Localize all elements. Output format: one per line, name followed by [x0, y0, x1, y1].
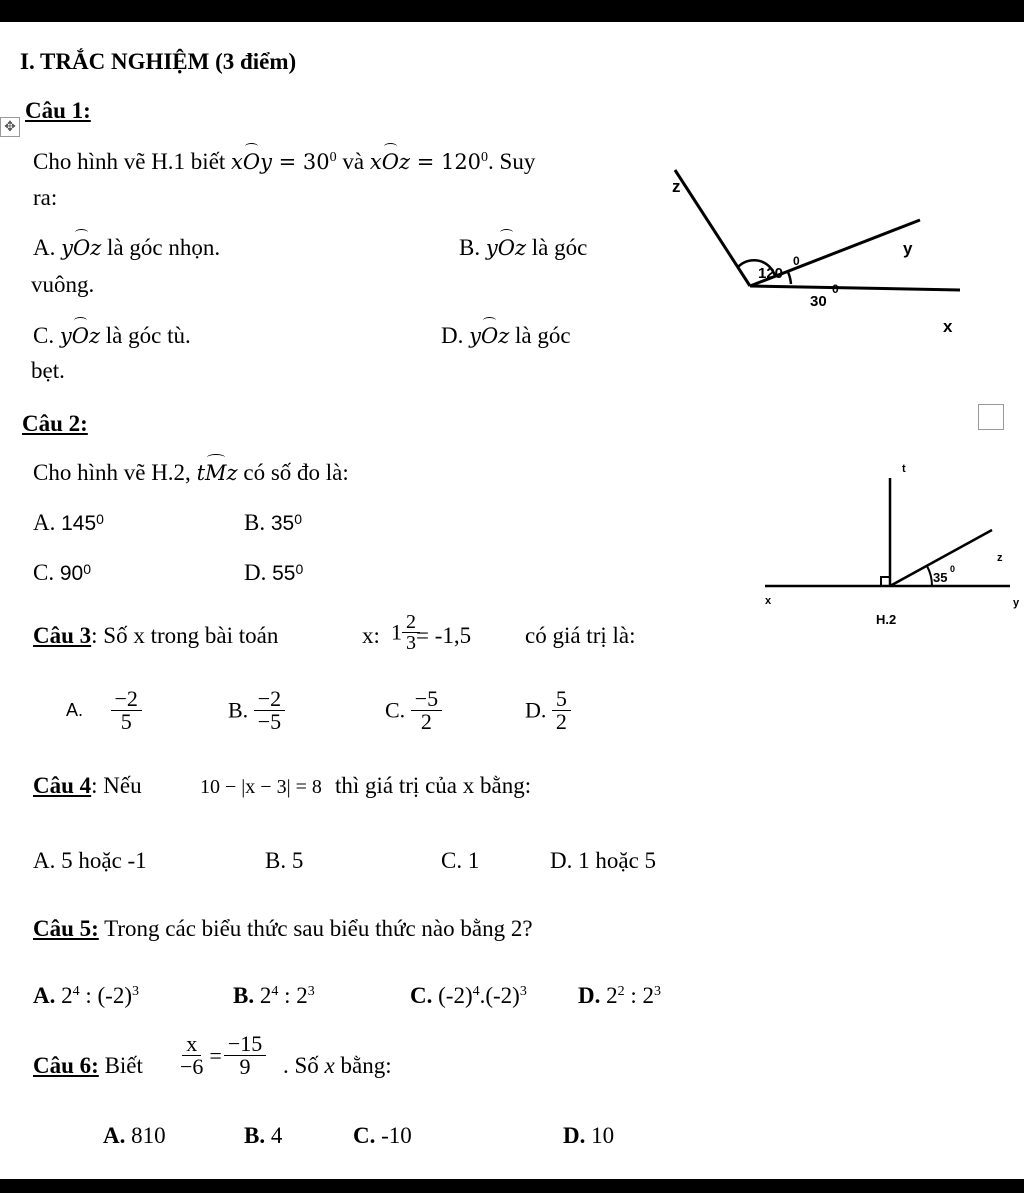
- label-z: z: [997, 552, 1003, 564]
- ray-ox: [750, 286, 960, 290]
- q3-x-label: x:: [362, 623, 380, 648]
- q2-label: Câu 2:: [22, 411, 88, 436]
- q1-option-d-line2: bẹt.: [31, 358, 65, 383]
- label-t: t: [902, 463, 906, 475]
- q5-option-d[interactable]: D. $2^2$ : $2^3$: [578, 983, 662, 1008]
- q2-option-a[interactable]: A. $145^0$: [33, 510, 104, 535]
- label-35: 35: [933, 570, 948, 585]
- label-y: y: [1013, 597, 1020, 609]
- right-angle-mark: [881, 577, 890, 586]
- q2-option-d[interactable]: D. $55^0$: [244, 560, 304, 585]
- q3-option-d[interactable]: D. $\frac{5}{2}$: [525, 688, 571, 733]
- label-30-deg: 0: [832, 282, 839, 296]
- q6-label: Câu 6: Biết: [33, 1053, 143, 1078]
- q1-stem: Cho hình vẽ H.1 biết xOy = $30^0$ và xOz = $120^0$. Suy: [33, 149, 536, 174]
- arc-35: [927, 566, 932, 586]
- section-title: I. TRẮC NGHIỆM (3 điểm): [20, 49, 297, 74]
- q6-option-b[interactable]: B. 4: [244, 1123, 283, 1148]
- checkbox[interactable]: [978, 404, 1004, 430]
- ray-oz: [675, 170, 750, 286]
- q1-option-c[interactable]: C. yOz là góc tù.: [33, 323, 191, 348]
- label-x: x: [943, 317, 953, 336]
- q4-option-d[interactable]: D. 1 hoặc 5: [550, 848, 657, 873]
- q2-stem: Cho hình vẽ H.2, tMz có số đo là:: [33, 460, 349, 485]
- q1-label: Câu 1:: [25, 98, 91, 123]
- worksheet-page: [0, 22, 1024, 1179]
- q1-option-a[interactable]: A. yOz là góc nhọn.: [33, 235, 221, 260]
- q3-option-c[interactable]: C. $\frac{-5}{2}$: [385, 688, 442, 733]
- q3-equation: = -1,5: [416, 623, 472, 648]
- move-handle-icon[interactable]: ✥: [0, 117, 20, 137]
- arc-30: [788, 272, 791, 284]
- label-120-deg: 0: [793, 254, 800, 268]
- label-y: y: [903, 239, 913, 258]
- label-35-deg: 0: [950, 564, 956, 574]
- q5-option-a[interactable]: A. $2^4$ : $(-2)^3$: [33, 983, 139, 1008]
- q1-stem-line2: ra:: [33, 185, 58, 210]
- label-z: z: [672, 177, 681, 196]
- q4-option-c[interactable]: C. 1: [441, 848, 480, 873]
- figure-h1: [660, 150, 980, 336]
- q3-mixed-number: 1 $\frac{2}{3}$: [391, 612, 420, 653]
- q4-option-b[interactable]: B. 5: [265, 848, 304, 873]
- figure-h2: [760, 460, 1024, 640]
- q2-option-b[interactable]: B. $35^0$: [244, 510, 302, 535]
- q3-suffix: có giá trị là:: [525, 623, 636, 648]
- q4-stem: Câu 4: Nếu: [33, 773, 142, 798]
- label-30: 30: [810, 293, 827, 310]
- q1-option-b-line2: vuông.: [31, 272, 95, 297]
- q3-stem: Câu 3: Số x trong bài toán: [33, 623, 279, 648]
- q3-option-b[interactable]: B. $\frac{-2}{-5}$: [228, 688, 285, 733]
- q2-option-c[interactable]: C. $90^0$: [33, 560, 91, 585]
- q6-equation: $\frac{x}{-6}$ = $\frac{-15}{9}$: [176, 1033, 266, 1078]
- label-x: x: [765, 595, 772, 607]
- q6-option-d[interactable]: D. 10: [563, 1123, 615, 1148]
- q1-option-b[interactable]: B. yOz là góc: [459, 235, 588, 260]
- q5-stem: Câu 5: Trong các biểu thức sau biểu thức nào bằng 2?: [33, 916, 533, 941]
- caption-h2: H.2: [876, 612, 897, 627]
- q1-option-d[interactable]: D. yOz là góc: [441, 323, 571, 348]
- q6-suffix: . Số x bằng:: [283, 1053, 392, 1078]
- q4-suffix: thì giá trị của x bằng:: [335, 773, 532, 798]
- q3-option-a[interactable]: A. $\frac{-2}{5}$: [66, 688, 142, 733]
- q5-option-b[interactable]: B. $2^4$ : $2^3$: [233, 983, 315, 1008]
- label-120: 120: [758, 265, 784, 282]
- q5-option-c[interactable]: C. $(-2)^4.(-2)^3$: [410, 983, 527, 1008]
- q4-expression: 10 − |x − 3| = 8: [200, 776, 322, 798]
- q6-option-a[interactable]: A. 810: [103, 1123, 166, 1148]
- q6-option-c[interactable]: C. -10: [353, 1123, 412, 1148]
- q4-option-a[interactable]: A. 5 hoặc -1: [33, 848, 147, 873]
